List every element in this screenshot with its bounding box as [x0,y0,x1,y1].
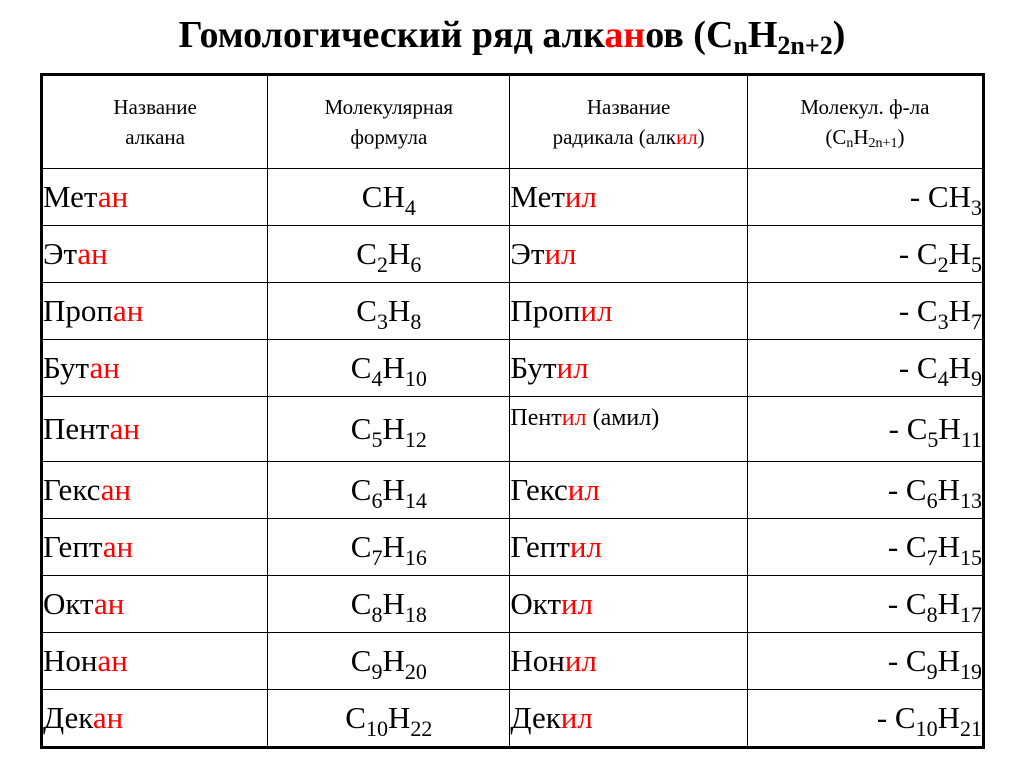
radical-formula-c-count: 3 [937,309,949,334]
radical-formula: - $C_5H_{11}$ [747,397,983,462]
radical-suffix: ил [564,179,597,214]
formula-c: C [350,350,372,385]
radical-stem: Окт [510,586,562,621]
alkane-stem: Дек [43,700,93,735]
title-suffix: ан [604,14,646,56]
formula-c: C [345,700,366,735]
radical-formula-h-count: 11 [960,427,982,452]
radical-formula-c: C [916,236,938,271]
header-col3-line2: радикала (алк [552,125,676,149]
alkane-suffix: ан [92,700,124,735]
radical-formula-h-count: 19 [960,659,982,684]
table-row [42,340,984,397]
alkanes-table [40,73,985,749]
radical-formula-h: H [938,411,961,446]
radical-formula-h: H [937,643,960,678]
formula-h: H [382,179,405,214]
radical-formula-c-count: 9 [926,659,938,684]
table-row [42,462,984,519]
radical-suffix: ил [569,529,602,564]
formula-c: C [350,411,372,446]
alkane-stem: Гепт [43,529,103,564]
radical-formula-c-count: 4 [937,366,949,391]
alkane-suffix: ан [109,411,141,446]
radical-stem: Пент [510,405,562,431]
formula-h-count: 20 [404,659,427,684]
alkane-name [42,397,268,462]
alkane-name [42,462,268,519]
molecular-formula [268,397,510,462]
alkane-stem: Бут [43,350,90,385]
alkane-suffix: ан [100,472,132,507]
alkane-suffix: ан [77,236,108,271]
radical-formula-c-count: 7 [926,545,938,570]
radical-formula-h-count: 21 [960,716,982,741]
formula-c-count: 8 [371,602,383,627]
alkane-stem: Окт [43,586,94,621]
radical-name [510,340,747,397]
radical-formula: - $C_8H_{17}$ [747,576,983,633]
radical-stem: Дек [510,700,561,735]
radical-stem: Проп [510,293,581,328]
formula-h: H [382,350,405,385]
alkane-name [42,633,268,690]
formula-c: C [356,293,377,328]
radical-formula-c-count: 2 [937,252,949,277]
molecular-formula [268,226,510,283]
radical-formula-h-count: 13 [960,488,982,513]
alkane-stem: Эт [43,236,78,271]
header-col1-line2: алкана [125,125,185,149]
alkane-stem: Мет [43,179,98,214]
formula-c: C [350,472,372,507]
radical-formula-c-count: 10 [915,716,938,741]
formula-h-count: 10 [404,366,427,391]
title-sub-2n2: 2n+2 [777,31,833,60]
radical-formula: - $C_6H_{13}$ [747,462,983,519]
formula-h: H [387,293,411,328]
radical-name [510,397,747,462]
formula-c-count: 9 [371,659,383,684]
page-title [0,10,1024,60]
radical-suffix: ил [560,700,593,735]
radical-formula-h: H [937,586,960,621]
radical-formula-c: C [927,179,949,214]
radical-formula-c: C [905,529,927,564]
alkane-name [42,576,268,633]
header-col3-line1: Название [586,95,671,119]
alkane-name [42,283,268,340]
header-col4-sub2: 2n+1 [868,136,898,151]
alkane-suffix: ан [102,529,134,564]
alkane-name [42,690,268,748]
radical-formula-c: C [905,472,927,507]
table-row [42,519,984,576]
formula-h-count: 22 [410,716,433,741]
radical-formula-h: H [948,179,971,214]
formula-c-count: 3 [376,309,388,334]
radical-name [510,633,747,690]
radical-formula-h-count: 3 [971,195,982,220]
formula-c-count: 2 [376,252,388,277]
radical-stem: Гепт [510,529,570,564]
formula-h: H [382,586,405,621]
title-mid: H [747,14,778,56]
radical-formula: - $C_7H_{15}$ [747,519,983,576]
formula-c: C [356,236,377,271]
formula-c: C [350,586,372,621]
formula-h: H [382,472,405,507]
radical-formula-c: C [894,700,916,735]
radical-formula-h: H [948,293,971,328]
radical-formula-h-count: 9 [971,366,982,391]
alkane-suffix: ан [97,643,128,678]
radical-name [510,226,747,283]
formula-h-count: 16 [404,545,427,570]
radical-stem: Гекс [510,472,568,507]
header-col1-line1: Название [113,95,197,119]
radical-formula-c: C [906,411,928,446]
table-row [42,397,984,462]
radical-formula-h: H [937,700,960,735]
header-col4-close: ) [897,125,905,149]
radical-name [510,519,747,576]
radical-note: (амил) [586,405,660,431]
formula-c-count: 4 [371,366,383,391]
radical-stem: Мет [510,179,565,214]
formula-c-count: 5 [371,427,383,452]
molecular-formula [268,462,510,519]
radical-formula-h-count: 5 [971,252,982,277]
header-col4-sub1: n [846,136,854,151]
radical-stem: Бут [510,350,557,385]
radical-formula-c: C [905,643,927,678]
radical-suffix: ил [561,405,587,431]
formula-h: H [382,643,405,678]
radical-formula-h: H [937,472,960,507]
radical-name [510,690,747,748]
alkane-name [42,169,268,226]
header-radical-formula [747,75,983,169]
formula-h-count: 18 [404,602,427,627]
radical-formula: - $C_9H_{19}$ [747,633,983,690]
radical-formula-c-count: 5 [927,427,939,452]
header-alkane-name [42,75,268,169]
alkane-suffix: ан [89,350,120,385]
radical-formula-c: C [916,293,938,328]
radical-formula-c-count: 8 [926,602,938,627]
header-col4-line1: Молекул. ф-ла [800,95,930,119]
table-row [42,169,984,226]
radical-formula-h: H [948,350,971,385]
radical-suffix: ил [567,472,600,507]
radical-suffix: ил [580,293,613,328]
title-text: Гомологический ряд алк [178,14,605,56]
title-text-after: ов (C [645,14,734,56]
table-row [42,226,984,283]
table-header-row [42,75,984,169]
molecular-formula [268,169,510,226]
molecular-formula [268,576,510,633]
radical-name [510,169,747,226]
radical-formula: - $CH_3$ [747,169,983,226]
radical-stem: Эт [510,236,545,271]
radical-suffix: ил [564,643,597,678]
radical-formula-c-count: 6 [926,488,938,513]
table-row [42,283,984,340]
formula-h-count: 6 [410,252,422,277]
formula-c: C [350,643,372,678]
radical-formula-h: H [948,236,971,271]
formula-c: C [361,179,383,214]
header-molecular-formula [268,75,510,169]
radical-suffix: ил [561,586,594,621]
molecular-formula [268,633,510,690]
radical-formula-h-count: 15 [960,545,982,570]
radical-name [510,462,747,519]
header-col3-red: ил [675,125,698,149]
header-radical-name [510,75,747,169]
molecular-formula [268,340,510,397]
radical-name [510,283,747,340]
alkane-suffix: ан [112,293,144,328]
radical-suffix: ил [556,350,589,385]
header-col2-line1: Молекулярная [324,95,454,119]
radical-formula-c: C [916,350,938,385]
alkane-name [42,519,268,576]
formula-h: H [387,236,411,271]
formula-h: H [382,411,405,446]
alkane-stem: Пент [43,411,110,446]
radical-formula: - $C_{10}H_{21}$ [747,690,983,748]
formula-c-count: 10 [365,716,388,741]
formula-h-count: 14 [404,488,427,513]
header-col2-line2: формула [350,125,428,149]
alkane-stem: Проп [43,293,113,328]
radical-formula-c: C [905,586,927,621]
radical-formula: - $C_4H_9$ [747,340,983,397]
title-sub-n: n [733,31,748,60]
alkane-suffix: ан [93,586,125,621]
alkane-suffix: ан [97,179,129,214]
header-col3-close: ) [697,125,705,149]
table-row [42,633,984,690]
radical-formula: - $C_3H_7$ [747,283,983,340]
table-row [42,576,984,633]
radical-suffix: ил [544,236,577,271]
alkane-stem: Нон [43,643,98,678]
formula-c: C [350,529,372,564]
formula-h-count: 4 [404,195,416,220]
molecular-formula [268,283,510,340]
header-col4-mid: H [853,125,869,149]
formula-h-count: 12 [404,427,427,452]
title-close: ) [832,14,846,56]
table-row [42,690,984,748]
formula-h-count: 8 [410,309,422,334]
radical-stem: Нон [510,643,565,678]
formula-c-count: 7 [371,545,383,570]
radical-formula-h: H [937,529,960,564]
molecular-formula [268,519,510,576]
radical-formula: - $C_2H_5$ [747,226,983,283]
formula-c-count: 6 [371,488,383,513]
radical-formula-h-count: 7 [971,309,982,334]
header-col4-open: (C [825,125,847,149]
alkane-stem: Гекс [43,472,101,507]
formula-h: H [382,529,405,564]
radical-name [510,576,747,633]
molecular-formula [268,690,510,748]
alkane-name [42,340,268,397]
radical-formula-h-count: 17 [960,602,982,627]
formula-h: H [387,700,411,735]
alkane-name [42,226,268,283]
